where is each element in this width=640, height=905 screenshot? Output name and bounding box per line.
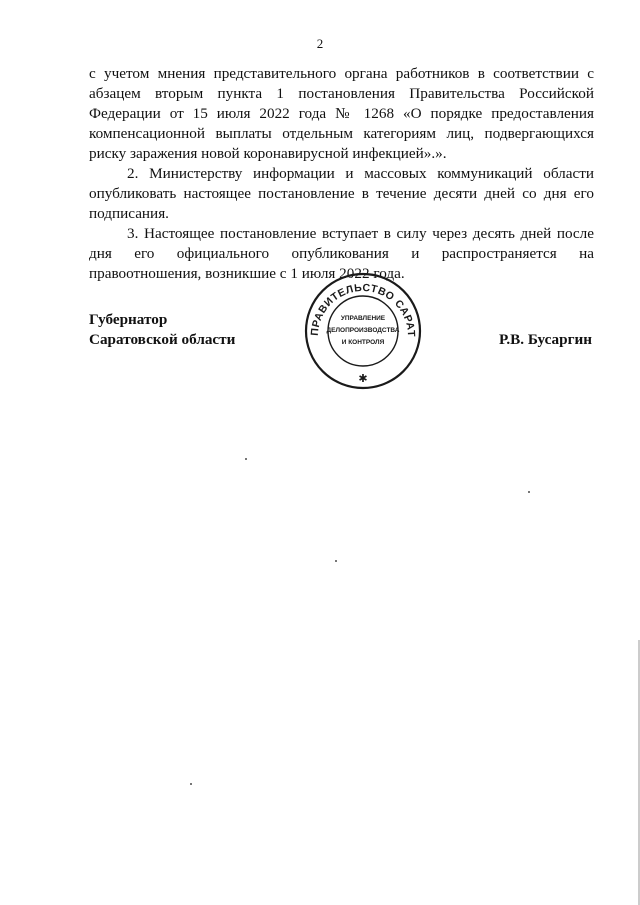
seal-graphic bbox=[298, 272, 428, 390]
official-seal bbox=[298, 272, 428, 390]
signatory-position-line-2: Саратовской области bbox=[89, 331, 236, 348]
scan-speck bbox=[335, 560, 337, 562]
seal-inner-line-2: ДЕЛОПРОИЗВОДСТВА bbox=[326, 327, 400, 334]
scan-speck bbox=[190, 783, 192, 785]
paragraph-3: 3. Настоящее постановление вступает в силу через десять дней после дня его официального опубликования и распространяется на правоотношения, возникшие с 1 июля 2022 года. bbox=[89, 225, 594, 282]
scan-speck bbox=[528, 491, 530, 493]
paragraph-1-line: с абзацем вторым пункта 1 постановления Правительства Российской Федерации bbox=[89, 65, 594, 122]
signatory-position-line-1: Губернатор bbox=[89, 311, 168, 328]
document-body bbox=[89, 64, 594, 284]
paragraph-1-line: коронавирусной инфекцией».». bbox=[243, 145, 447, 162]
paragraph-1-line: от 15 июля 2022 года № 1268 «О порядке предоставления компенсационной bbox=[89, 105, 595, 142]
paragraph-1 bbox=[89, 64, 594, 164]
paragraph-1-line: с учетом мнения представительного органа работников в соответствии bbox=[89, 65, 579, 82]
seal-inner-line-1: УПРАВЛЕНИЕ bbox=[340, 315, 386, 322]
paragraph-2: 2. Министерству информации и массовых коммуникаций области опубликовать настоящее постановление в течение десяти дней со дня его подписания. bbox=[89, 165, 594, 222]
scan-speck bbox=[245, 458, 247, 460]
signatory-name: Р.В. Бусаргин bbox=[498, 331, 592, 348]
seal-outer-text: ПРАВИТЕЛЬСТВО САРАТ bbox=[308, 281, 418, 338]
seal-star-icon: ✱ bbox=[358, 372, 368, 385]
paragraph-1-line: выплаты отдельным категориям лиц, подвергающихся риску заражения новой bbox=[89, 125, 595, 162]
seal-inner-line-3: И КОНТРОЛЯ bbox=[341, 339, 385, 346]
page-number: 2 bbox=[316, 36, 324, 51]
signatory-position bbox=[89, 310, 235, 350]
